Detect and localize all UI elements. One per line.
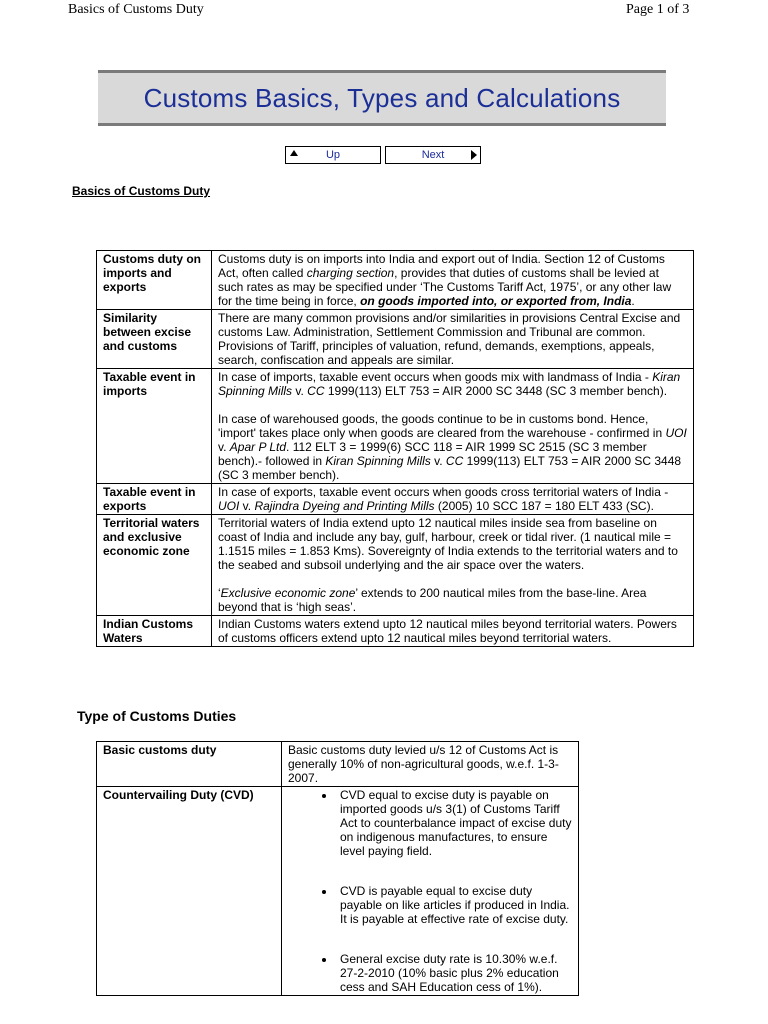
- next-button-label: Next: [421, 149, 445, 161]
- row-value: In case of imports, taxable event occurs when goods mix with landmass of India - Kiran Spinning Mills v. CC 1999(113) ELT 753 = AIR 2000 SC 3448 (SC 3 member bench). In case of warehoused goods, the goods continue to be in customs bond. Hence, 'import' takes place only when goods are cleared from the warehouse - confirmed in UOI v. Apar P Ltd. 112 ELT 3 = 1999(6) SCC 118 = AIR 1999 SC 2515 (SC 3 member bench).- followed in Kiran Spinning Mills v. CC 1999(113) ELT 753 = AIR 2000 SC 3448 (SC 3 member bench).: [212, 369, 694, 484]
- row-key: Taxable event in imports: [97, 369, 212, 484]
- page-number: Page 1 of 3: [626, 2, 690, 17]
- table-row: [97, 616, 694, 647]
- up-button-label: Up: [325, 149, 341, 161]
- duty-types-table: [96, 741, 579, 996]
- cvd-bullet-list: [288, 788, 572, 994]
- row-value: Customs duty is on imports into India and export out of India. Section 12 of Customs Act, often called charging section, provides that duties of customs shall be levied at such rates as may be specified under ‘The Customs Tariff Act, 1975’, or any other law for the time being in force, on goods imported into, or exported from, India.: [212, 251, 694, 310]
- row-key: Basic customs duty: [97, 742, 282, 787]
- row-value: Basic customs duty levied u/s 12 of Customs Act is generally 10% of non-agricultural goods, w.e.f. 1-3-2007.: [282, 742, 579, 787]
- table-row: [97, 787, 579, 996]
- page-header-title: Basics of Customs Duty: [68, 2, 204, 17]
- row-key: Customs duty on imports and exports: [97, 251, 212, 310]
- row-value: There are many common provisions and/or similarities in provisions Central Excise and customs Law. Administration, Settlement Commission and Tribunal are common. Provisions of Tariff, principles of valuation, refund, demands, exemptions, appeals, search, confiscation and appeals are similar.: [212, 310, 694, 369]
- title-banner: [98, 70, 666, 126]
- next-arrow-icon: [471, 150, 477, 160]
- section-heading-types: Type of Customs Duties: [77, 708, 237, 724]
- row-value: Indian Customs waters extend upto 12 nautical miles beyond territorial waters. Powers of customs officers extend upto 12 nautical miles beyond territorial waters.: [212, 616, 694, 647]
- table-row: [97, 310, 694, 369]
- table-row: [97, 251, 694, 310]
- page-title: Customs Basics, Types and Calculations: [143, 82, 621, 113]
- list-item: • CVD is payable equal to excise duty payable on like articles if produced in India. It is payable at effective rate of excise duty.: [336, 884, 572, 926]
- up-button[interactable]: [285, 146, 381, 164]
- list-item: • General excise duty rate is 10.30% w.e.f. 27-2-2010 (10% basic plus 2% education cess and SAH Education cess of 1%).: [336, 952, 572, 994]
- row-key: Similarity between excise and customs: [97, 310, 212, 369]
- row-key: Countervailing Duty (CVD): [97, 787, 282, 996]
- row-value: In case of exports, taxable event occurs when goods cross territorial waters of India - UOI v. Rajindra Dyeing and Printing Mills (2005) 10 SCC 187 = 180 ELT 433 (SC).: [212, 484, 694, 515]
- section-heading-basics: Basics of Customs Duty: [72, 184, 211, 198]
- table-row: [97, 484, 694, 515]
- next-button[interactable]: [385, 146, 481, 164]
- up-arrow-icon: [290, 150, 298, 156]
- row-key: Indian Customs Waters: [97, 616, 212, 647]
- basics-table: [96, 250, 694, 647]
- list-item: • CVD equal to excise duty is payable on imported goods u/s 3(1) of Customs Tariff Act to counterbalance impact of excise duty on indigenous manufactures, to ensure level paying field.: [336, 788, 572, 858]
- table-row: [97, 742, 579, 787]
- row-value: [282, 787, 579, 996]
- table-row: [97, 369, 694, 484]
- row-key: Taxable event in exports: [97, 484, 212, 515]
- row-key: Territorial waters and exclusive economic zone: [97, 515, 212, 616]
- table-row: [97, 515, 694, 616]
- row-value: Territorial waters of India extend upto 12 nautical miles inside sea from baseline on coast of India and include any bay, gulf, harbour, creek or tidal river. (1 nautical mile = 1.1515 miles = 1.853 Kms). Sovereignty of India extends to the territorial waters and to the seabed and subsoil underlying and the air space over the waters. ‘Exclusive economic zone’ extends to 200 nautical miles from the base-line. Area beyond that is ‘high seas’.: [212, 515, 694, 616]
